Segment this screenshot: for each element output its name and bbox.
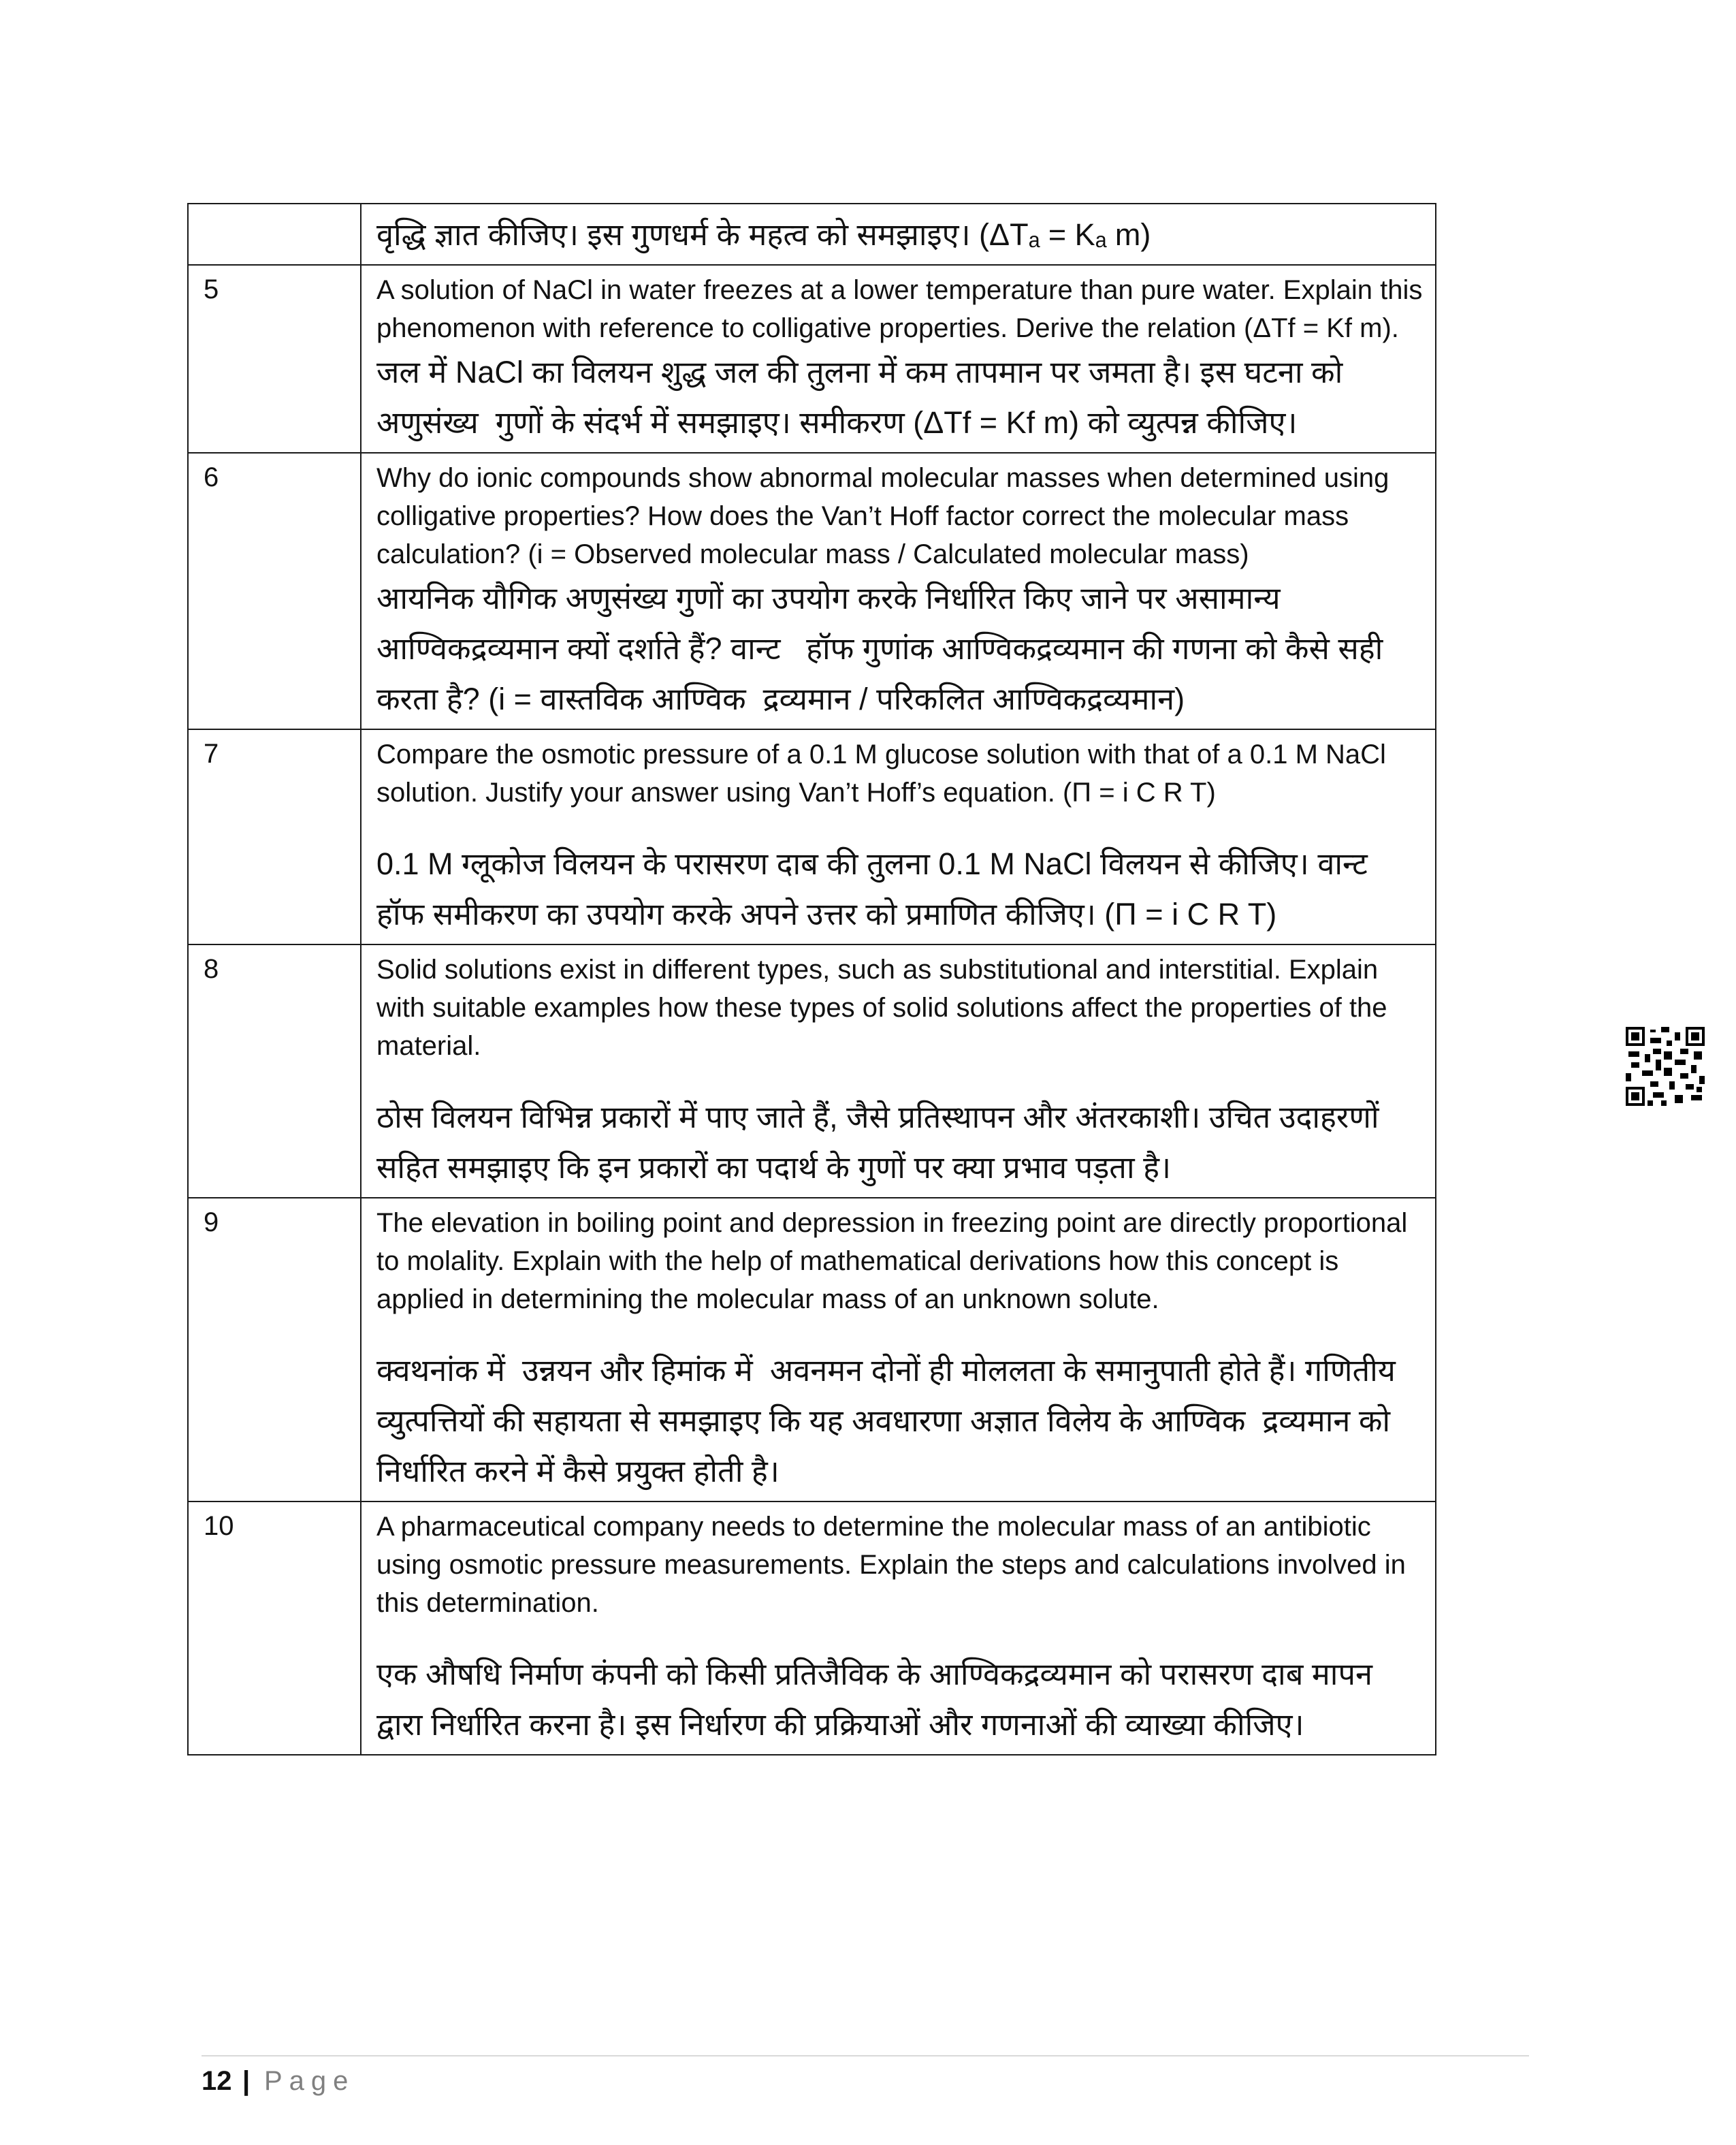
question-text-english: Compare the osmotic pressure of a 0.1 M glucose solution with that of a 0.1 M NaCl solution. Justify your answer using Van’t Hoff’s equation. (Π = i C R T): [376, 740, 1394, 808]
page-number: 12: [202, 2066, 232, 2096]
questions-table: [187, 203, 1436, 1755]
question-text-english: Solid solutions exist in different types, such as substitutional and interstitial. Explain with suitable examples how these types of solid solutions affect the properties of the material.: [376, 955, 1395, 1061]
question-cell: [361, 453, 1436, 729]
question-text-hindi: जल में NaCl का विलयन शुद्ध जल की तुलना में कम तापमान पर जमता है। इस घटना को अणुसंख्य गुणों के संदर्भ में समझाइए। समीकरण (ΔTf = Kf m) को व्युत्पन्न कीजिए।: [376, 355, 1351, 440]
table-row: [188, 204, 1436, 265]
table-row: [188, 1502, 1436, 1755]
question-text-english: A pharmaceutical company needs to determine the molecular mass of an antibiotic using osmotic pressure measurements. Explain the steps and calculations involved in this determination.: [376, 1512, 1414, 1618]
page-footer: [202, 2055, 1529, 2111]
question-number: 9: [188, 1198, 361, 1502]
question-number: [188, 204, 361, 265]
table-row: [188, 453, 1436, 729]
table-row: [188, 265, 1436, 453]
table-row: [188, 944, 1436, 1198]
question-number: 7: [188, 729, 361, 944]
question-text-hindi: क्वथनांक में उन्नयन और हिमांक में अवनमन दोनों ही मोललता के समानुपाती होते हैं। गणितीय व्युत्पत्तियों की सहायता से समझाइए कि यह अवधारणा अज्ञात विलेय के आण्विक द्रव्यमान को निर्धारित करने में कैसे प्रयुक्त होती है।: [376, 1353, 1404, 1489]
question-number: 6: [188, 453, 361, 729]
question-cell: [361, 1502, 1436, 1755]
question-cell: [361, 265, 1436, 453]
question-cell: [361, 1198, 1436, 1502]
question-number: 5: [188, 265, 361, 453]
question-text-english: The elevation in boiling point and depression in freezing point are directly proportional to molality. Explain with the help of mathematical derivations how this concept is applied in determining the molecular mass of an unknown solute.: [376, 1208, 1415, 1314]
question-text-hindi: ठोस विलयन विभिन्न प्रकारों में पाए जाते हैं, जैसे प्रतिस्थापन और अंतरकाशी। उचित उदाहरणों सहित समझाइए कि इन प्रकारों का पदार्थ के गुणों पर क्या प्रभाव पड़ता है।: [376, 1100, 1388, 1185]
question-text-english: A solution of NaCl in water freezes at a lower temperature than pure water. Explain this phenomenon with reference to colligative properties. Derive the relation (ΔTf = Kf m).: [376, 275, 1430, 343]
question-text-hindi: आयनिक यौगिक अणुसंख्य गुणों का उपयोग करके निर्धारित किए जाने पर असामान्य आण्विकद्रव्यमान क्यों दर्शाते हैं? वान्ट हॉफ गुणांक आण्विकद्रव्यमान की गणना को कैसे सही करता है? (i = वास्तविक आण्विक द्रव्यमान / परिकलित आण्विकद्रव्यमान): [376, 581, 1392, 716]
table-row: [188, 1198, 1436, 1502]
page-label: Page: [264, 2066, 355, 2096]
question-cell: [361, 204, 1436, 265]
question-number: 10: [188, 1502, 361, 1755]
question-cell: [361, 944, 1436, 1198]
question-number: 8: [188, 944, 361, 1198]
question-text-english: Why do ionic compounds show abnormal molecular masses when determined using colligative properties? How does the Van’t Hoff factor correct the molecular mass calculation? (i = Observed molecular mass / Calculated molecular mass): [376, 463, 1397, 569]
question-text-hindi: एक औषधि निर्माण कंपनी को किसी प्रतिजैविक के आण्विकद्रव्यमान को परासरण दाब मापन द्वारा निर्धारित करना है। इस निर्धारण की प्रक्रियाओं और गणनाओं की व्याख्या कीजिए।: [376, 1657, 1381, 1742]
question-cell: [361, 729, 1436, 944]
page-separator: |: [242, 2066, 251, 2096]
table-row: [188, 729, 1436, 944]
question-text-hindi: वृद्धि ज्ञात कीजिए। इस गुणधर्म के महत्व को समझाइए। (ΔTₐ = Kₐ m): [376, 217, 1151, 252]
qr-code-icon: [1626, 1027, 1705, 1106]
question-text-hindi: 0.1 M ग्लूकोज विलयन के परासरण दाब की तुलना 0.1 M NaCl विलयन से कीजिए। वान्ट हॉफ समीकरण का उपयोग करके अपने उत्तर को प्रमाणित कीजिए। (Π = i C R T): [376, 846, 1394, 932]
